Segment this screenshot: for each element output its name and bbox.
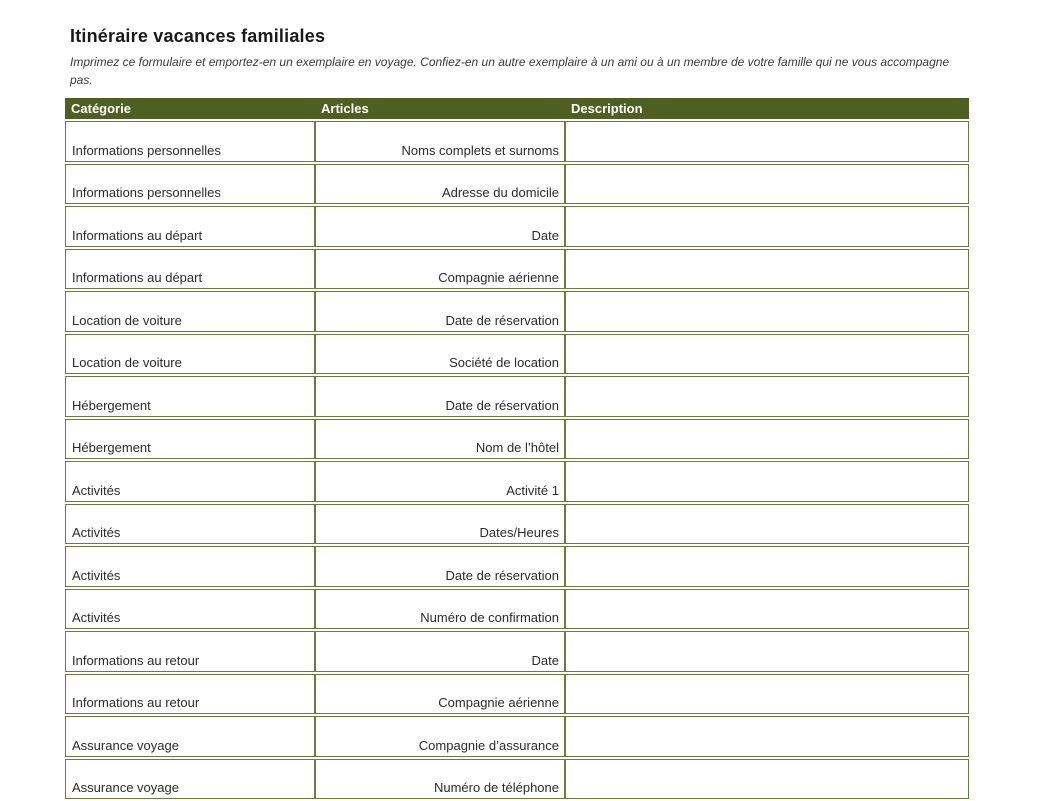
article-cell: Compagnie aérienne bbox=[315, 674, 565, 715]
itinerary-table bbox=[65, 96, 969, 801]
article-cell: Activité 1 bbox=[315, 461, 565, 502]
description-cell[interactable] bbox=[565, 164, 969, 205]
article-cell: Date de réservation bbox=[315, 546, 565, 587]
table-row bbox=[65, 334, 969, 375]
table-row bbox=[65, 589, 969, 630]
article-cell: Date bbox=[315, 206, 565, 247]
table-row bbox=[65, 291, 969, 332]
article-cell: Date de réservation bbox=[315, 291, 565, 332]
table-row bbox=[65, 249, 969, 290]
description-cell[interactable] bbox=[565, 334, 969, 375]
description-cell[interactable] bbox=[565, 419, 969, 460]
category-cell: Hébergement bbox=[65, 376, 315, 417]
description-cell[interactable] bbox=[565, 631, 969, 672]
article-cell: Dates/Heures bbox=[315, 504, 565, 545]
table-row bbox=[65, 461, 969, 502]
article-cell: Numéro de confirmation bbox=[315, 589, 565, 630]
column-header-description: Description bbox=[565, 98, 969, 119]
article-cell: Date de réservation bbox=[315, 376, 565, 417]
category-cell: Location de voiture bbox=[65, 291, 315, 332]
table-row bbox=[65, 504, 969, 545]
column-header-articles: Articles bbox=[315, 98, 565, 119]
table-row bbox=[65, 674, 969, 715]
category-cell: Assurance voyage bbox=[65, 716, 315, 757]
category-cell: Activités bbox=[65, 546, 315, 587]
description-cell[interactable] bbox=[565, 121, 969, 162]
article-cell: Adresse du domicile bbox=[315, 164, 565, 205]
category-cell: Activités bbox=[65, 589, 315, 630]
article-cell: Compagnie d’assurance bbox=[315, 716, 565, 757]
table-header bbox=[65, 98, 969, 119]
article-cell: Date bbox=[315, 631, 565, 672]
description-cell[interactable] bbox=[565, 291, 969, 332]
table-row bbox=[65, 759, 969, 800]
description-cell[interactable] bbox=[565, 249, 969, 290]
table-row bbox=[65, 121, 969, 162]
table-body bbox=[65, 121, 969, 799]
description-cell[interactable] bbox=[565, 589, 969, 630]
category-cell: Informations au départ bbox=[65, 206, 315, 247]
column-header-categorie: Catégorie bbox=[65, 98, 315, 119]
description-cell[interactable] bbox=[565, 716, 969, 757]
description-cell[interactable] bbox=[565, 376, 969, 417]
table-row bbox=[65, 164, 969, 205]
description-cell[interactable] bbox=[565, 504, 969, 545]
description-cell[interactable] bbox=[565, 674, 969, 715]
table-row bbox=[65, 716, 969, 757]
category-cell: Informations personnelles bbox=[65, 121, 315, 162]
category-cell: Activités bbox=[65, 461, 315, 502]
description-cell[interactable] bbox=[565, 206, 969, 247]
category-cell: Informations au retour bbox=[65, 674, 315, 715]
description-cell[interactable] bbox=[565, 546, 969, 587]
category-cell: Informations personnelles bbox=[65, 164, 315, 205]
article-cell: Compagnie aérienne bbox=[315, 249, 565, 290]
table-row bbox=[65, 419, 969, 460]
page-subtitle: Imprimez ce formulaire et emportez-en un exemplaire en voyage. Confiez-en un autre exemplaire à un ami ou à un membre de votre famille qui ne vous accompagne pas. bbox=[70, 55, 950, 87]
description-cell[interactable] bbox=[565, 461, 969, 502]
table-row bbox=[65, 206, 969, 247]
page-title: Itinéraire vacances familiales bbox=[70, 26, 326, 46]
article-cell: Nom de l’hôtel bbox=[315, 419, 565, 460]
category-cell: Hébergement bbox=[65, 419, 315, 460]
article-cell: Noms complets et surnoms bbox=[315, 121, 565, 162]
article-cell: Société de location bbox=[315, 334, 565, 375]
table-row bbox=[65, 376, 969, 417]
table-row bbox=[65, 546, 969, 587]
article-cell: Numéro de téléphone bbox=[315, 759, 565, 800]
category-cell: Location de voiture bbox=[65, 334, 315, 375]
category-cell: Assurance voyage bbox=[65, 759, 315, 800]
category-cell: Activités bbox=[65, 504, 315, 545]
category-cell: Informations au départ bbox=[65, 249, 315, 290]
description-cell[interactable] bbox=[565, 759, 969, 800]
table-row bbox=[65, 631, 969, 672]
category-cell: Informations au retour bbox=[65, 631, 315, 672]
